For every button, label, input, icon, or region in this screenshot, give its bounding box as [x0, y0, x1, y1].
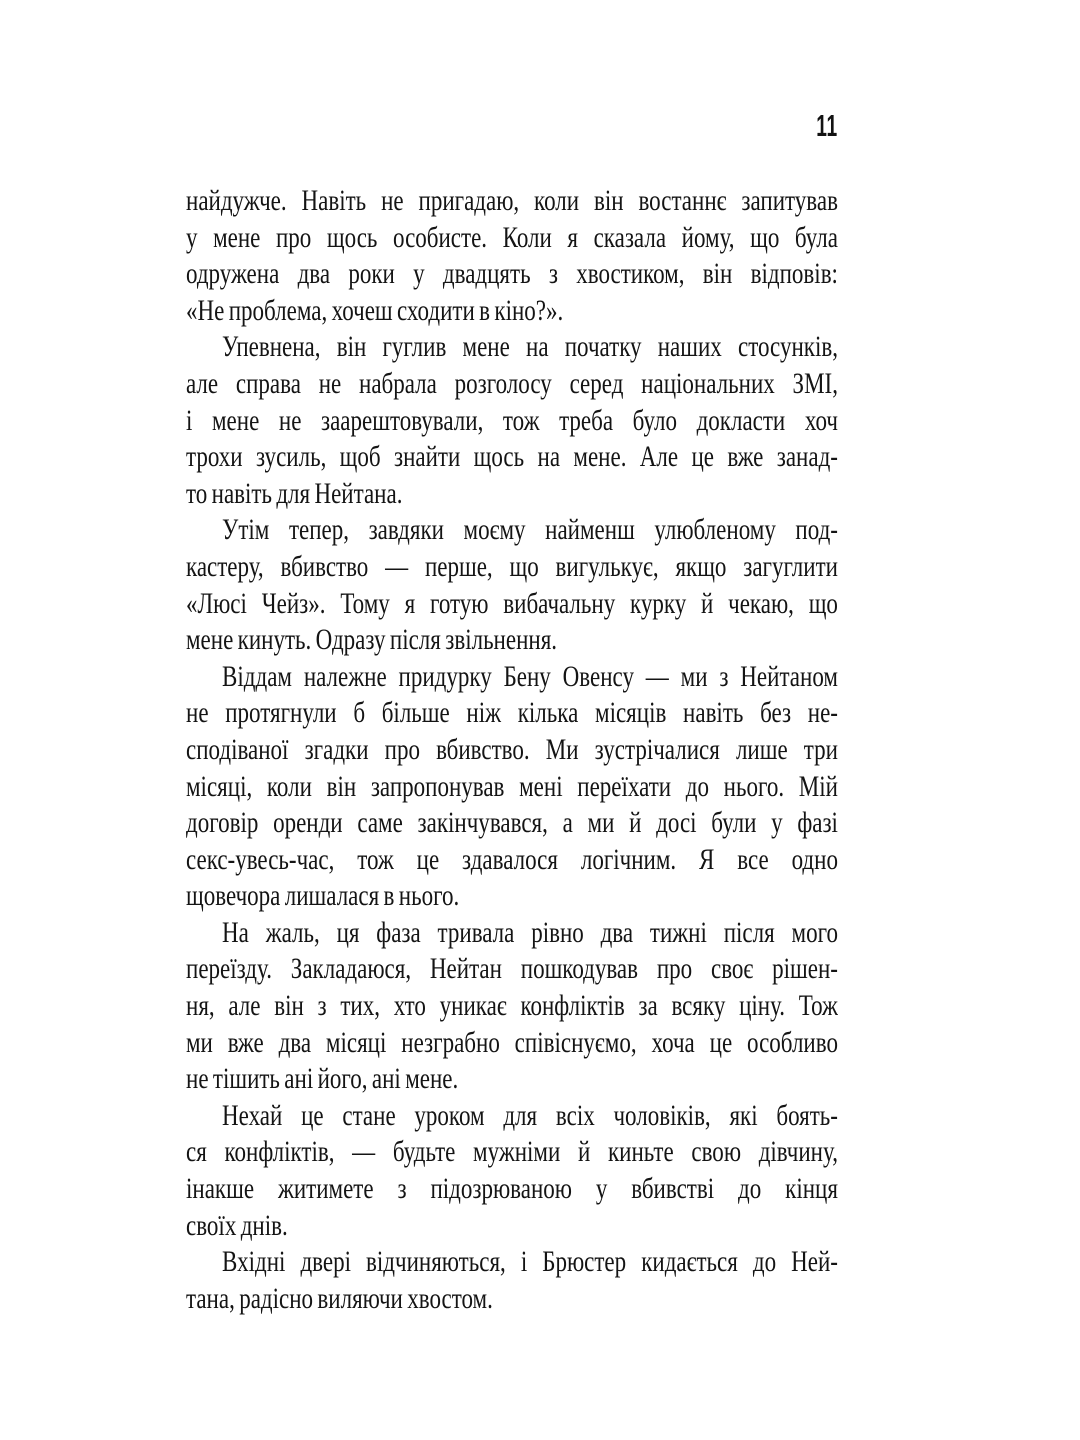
text-line: місяці, коли він запропонував мені переїхати до нього. Мій — [186, 769, 838, 803]
text-line: трохи зусиль, щоб знайти щось на мене. Але це вже занад- — [186, 440, 838, 474]
text-line: «Люсі Чейз». Тому я готую вибачальну курку й чекаю, що — [186, 586, 838, 620]
text-line: кастеру, вбивство — перше, що вигулькує, якщо загуглити — [186, 549, 838, 583]
text-line: Утім тепер, завдяки моєму найменш улюбленому под- — [222, 513, 838, 547]
text-line: щовечора лишалася в нього. — [186, 879, 460, 913]
text-line: найдужче. Навіть не пригадаю, коли він востаннє запитував — [186, 184, 838, 217]
text-line: переїзду. Закладаюся, Нейтан пошкодував про своє рішен- — [186, 952, 838, 986]
text-line: мене кинуть. Одразу після звільнення. — [186, 623, 558, 657]
text-line: ня, але він з тих, хто уникає конфліктів за всяку ціну. Тож — [186, 989, 838, 1023]
text-line: не тішить ані його, ані мене. — [186, 1062, 459, 1096]
text-line: але справа не набрала розголосу серед національних ЗМІ, — [186, 366, 838, 400]
text-line: одружена два роки у двадцять з хвостиком, він відповів: — [186, 257, 838, 291]
text-line: тана, радісно виляючи хвостом. — [186, 1281, 493, 1315]
text-line: у мене про щось особисте. Коли я сказала йому, що була — [186, 220, 838, 254]
text-line: На жаль, ця фаза тривала рівно два тижні після мого — [222, 915, 838, 949]
text-line: Упевнена, він гуглив мене на початку наших стосунків, — [222, 330, 838, 364]
text-line: секс-увесь-час, тож це здавалося логічним. Я все одно — [186, 842, 838, 876]
text-line: Нехай це стане уроком для всіх чоловіків, які боять- — [222, 1098, 838, 1132]
text-line: договір оренди саме закінчувався, а ми й досі були у фазі — [186, 806, 838, 840]
text-line: своїх днів. — [186, 1208, 288, 1242]
text-line: Вхідні двері відчиняються, і Брюстер кидається до Ней- — [222, 1245, 838, 1279]
text-line: Віддам належне придурку Бену Овенсу — ми з Нейтаном — [222, 659, 838, 693]
text-line: «Не проблема, хочеш сходити в кіно?». — [186, 293, 564, 327]
body-text — [186, 183, 838, 1317]
text-line: інакше житимете з підозрюваною у вбивстві до кінця — [186, 1172, 838, 1206]
page-number: 11 — [816, 108, 838, 143]
text-line: то навіть для Нейтана. — [186, 476, 403, 510]
text-line: і мене не заарештовували, тож треба було докласти хоч — [186, 403, 838, 437]
text-line: ми вже два місяці незграбно співіснуємо, хоча це особливо — [186, 1025, 838, 1059]
text-line: не протягнули б більше ніж кілька місяців навіть без не- — [186, 696, 838, 730]
text-line: сподіваної згадки про вбивство. Ми зустрічалися лише три — [186, 732, 838, 766]
text-line: ся конфліктів, — будьте мужніми й киньте свою дівчину, — [186, 1135, 838, 1169]
